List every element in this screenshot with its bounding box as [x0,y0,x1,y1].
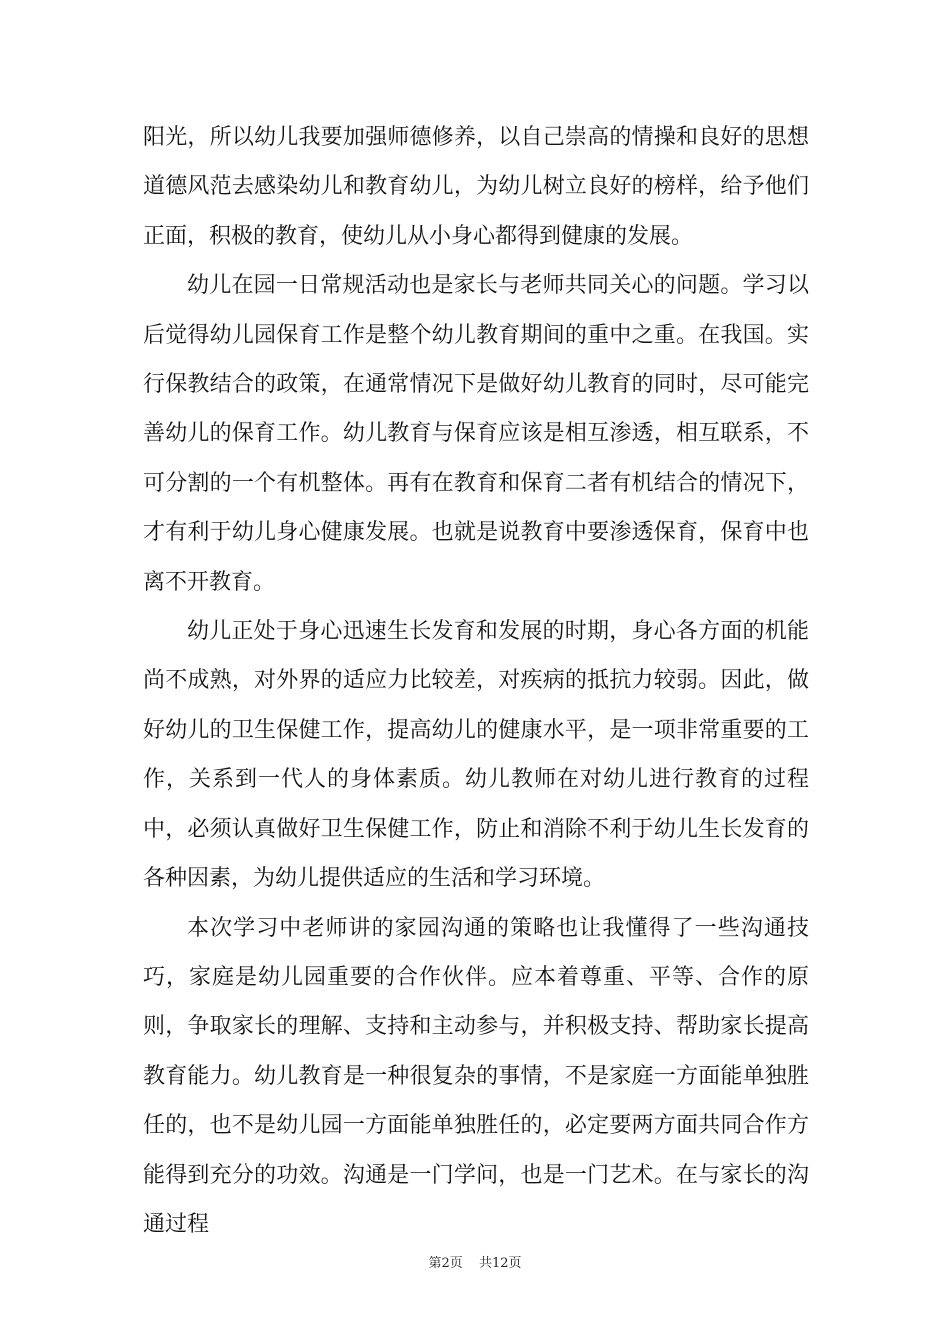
paragraph-2: 幼儿在园一日常规活动也是家长与老师共同关心的问题。学习以后觉得幼儿园保育工作是整个幼儿教育期间的重中之重。在我国。实行保教结合的政策，在通常情况下是做好幼儿教育的同时，尽可能完善幼儿的保育工作。幼儿教育与保育应该是相互渗透，相互联系，不可分割的一个有机整体。再有在教育和保育二者有机结合的情况下，才有利于幼儿身心健康发展。也就是说教育中要渗透保育，保育中也离不开教育。 [143,273,809,595]
page-number: 第2页 [428,1256,463,1271]
paragraph-4: 本次学习中老师讲的家园沟通的策略也让我懂得了一些沟通技巧，家庭是幼儿园重要的合作伙伴。应本着尊重、平等、合作的原则，争取家长的理解、支持和主动参与，并积极支持、帮助家长提高教育能力。幼儿教育是一种很复杂的事情，不是家庭一方面能单独胜任的，也不是幼儿园一方面能单独胜任的，必定要两方面共同合作方能得到充分的功效。沟通是一门学问，也是一门艺术。在与家长的沟通过程 [143,915,809,1237]
page-footer [0,1252,950,1271]
document-body [143,113,809,1249]
paragraph-3: 幼儿正处于身心迅速生长发育和发展的时期，身心各方面的机能尚不成熟，对外界的适应力比较差，对疾病的抵抗力较弱。因此，做好幼儿的卫生保健工作，提高幼儿的健康水平，是一项非常重要的工作，关系到一代人的身体素质。幼儿教师在对幼儿进行教育的过程中，必须认真做好卫生保健工作，防止和消除不利于幼儿生长发育的各种因素，为幼儿提供适应的生活和学习环境。 [143,619,809,892]
paragraph-1: 阳光，所以幼儿我要加强师德修养，以自己崇高的情操和良好的思想道德风范去感染幼儿和教育幼儿，为幼儿树立良好的榜样，给予他们正面，积极的教育，使幼儿从小身心都得到健康的发展。 [143,125,809,249]
page-total: 共12页 [478,1256,522,1271]
